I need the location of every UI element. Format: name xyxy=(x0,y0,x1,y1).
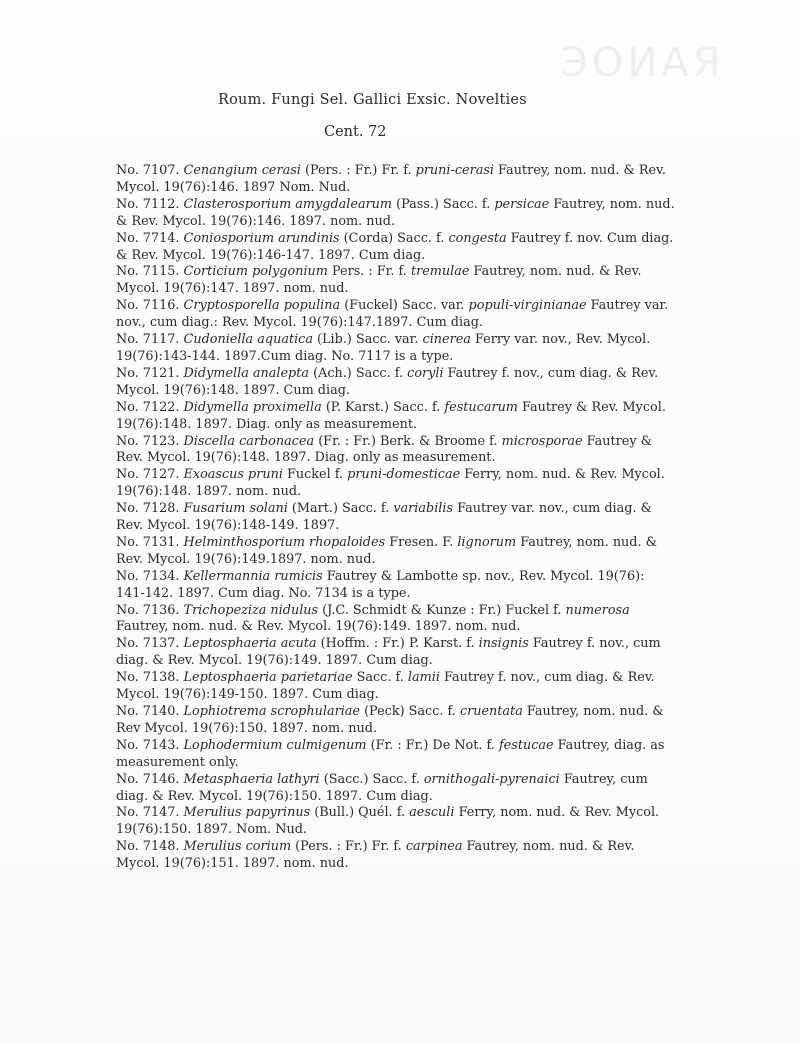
infraspecific-name: populi-virginianae xyxy=(468,298,587,314)
entry-number: No. 7140. xyxy=(116,704,180,719)
infraspecific-name: microsporae xyxy=(501,433,583,449)
entry-number: No. 7134. xyxy=(116,568,180,584)
taxon-name: Cryptosporella populina xyxy=(183,298,341,314)
authority-text: Sacc. f. xyxy=(352,670,408,686)
list-item xyxy=(116,772,676,806)
citation-text: Fautrey, nom. nud. & Rev. Mycol. 19(76):151. 1897. nom. nud. xyxy=(116,839,635,872)
taxon-name: Exoascus pruni xyxy=(183,467,283,483)
taxon-name: Metasphaeria lathyri xyxy=(183,771,320,787)
entry-number: No. 7131. xyxy=(116,534,180,550)
infraspecific-name: coryli xyxy=(407,365,444,381)
authority-text: (Hoffm. : Fr.) P. Karst. f. xyxy=(316,636,479,652)
taxon-name: Merulius corium xyxy=(183,839,292,855)
list-item xyxy=(116,569,676,603)
taxon-name: Lophiotrema scrophulariae xyxy=(183,704,360,719)
entry-number: No. 7136. xyxy=(116,602,180,618)
citation-text: Fautrey & Rev. Mycol. 19(76):148. 1897. Diag. only as measurement. xyxy=(116,399,666,432)
list-item xyxy=(116,264,676,298)
taxon-name: Coniosporium arundinis xyxy=(183,230,340,246)
list-item xyxy=(116,332,676,366)
list-item xyxy=(116,400,676,434)
entry-number: No. 7147. xyxy=(116,805,180,821)
citation-text: Fautrey var. nov., cum diag. & Rev. Mycol. 19(76):148-149. 1897. xyxy=(116,501,652,534)
taxon-name: Fusarium solani xyxy=(183,501,288,517)
authority-text: (Mart.) Sacc. f. xyxy=(287,501,394,517)
citation-text: Ferry, nom. nud. & Rev. Mycol. 19(76):150. 1897. Nom. Nud. xyxy=(116,805,660,838)
authority-text: (Pers. : Fr.) Fr. f. xyxy=(300,163,416,178)
authority-text: (Lib.) Sacc. var. xyxy=(312,332,423,348)
citation-text: Ferry var. nov., Rev. Mycol. 19(76):143-144. 1897.Cum diag. No. 7117 is a type. xyxy=(116,332,651,364)
entry-number: No. 7116. xyxy=(116,298,180,314)
infraspecific-name: ornithogali-pyrenaici xyxy=(423,771,560,787)
authority-text: Fuckel f. xyxy=(282,467,348,483)
citation-text: Fautrey, cum diag. & Rev. Mycol. 19(76):150. 1897. Cum diag. xyxy=(116,771,648,804)
infraspecific-name: festucae xyxy=(498,737,554,753)
citation-text: Fautrey f. nov., cum diag. & Rev. Mycol. 19(76):149. 1897. Cum diag. xyxy=(116,636,661,669)
infraspecific-name: aesculi xyxy=(409,805,455,821)
authority-text: (Pass.) Sacc. f. xyxy=(392,196,495,212)
entry-number: No. 7123. xyxy=(116,433,180,449)
infraspecific-name: pruni-cerasi xyxy=(415,163,494,178)
infraspecific-name: insignis xyxy=(478,636,529,652)
entry-number: No. 7115. xyxy=(116,264,180,280)
taxon-name: Kellermannia rumicis xyxy=(183,568,323,584)
citation-text: Fautrey, diag. as measurement only. xyxy=(116,737,665,770)
citation-text: Fautrey, nom. nud. & Rev Mycol. 19(76):150. 1897. nom. nud. xyxy=(116,704,664,736)
entry-number: No. 7117. xyxy=(116,332,180,348)
taxon-name: Discella carbonacea xyxy=(183,433,315,449)
list-item xyxy=(116,163,676,197)
taxon-name: Didymella analepta xyxy=(183,365,310,381)
entry-number: No. 7127. xyxy=(116,467,180,483)
authority-text: (Fr. : Fr.) De Not. f. xyxy=(366,737,499,753)
list-item xyxy=(116,366,676,400)
citation-text: Ferry, nom. nud. & Rev. Mycol. 19(76):148. 1897. nom. nud. xyxy=(116,467,665,500)
authority-text: (Ach.) Sacc. f. xyxy=(309,365,408,381)
authority-text: (Fr. : Fr.) Berk. & Broome f. xyxy=(314,433,502,449)
list-item xyxy=(116,434,676,468)
entry-number: No. 7143. xyxy=(116,737,180,753)
infraspecific-name: carpinea xyxy=(405,839,463,855)
list-item xyxy=(116,704,676,738)
list-item xyxy=(116,197,676,231)
infraspecific-name: numerosa xyxy=(565,602,630,618)
citation-text: Fautrey, nom. nud. & Rev. Mycol. 19(76):147. 1897. nom. nud. xyxy=(116,264,642,297)
list-item xyxy=(116,298,676,332)
taxon-name: Cudoniella aquatica xyxy=(183,332,313,348)
taxon-name: Corticium polygonium xyxy=(183,264,328,280)
authority-text: Fresen. F. xyxy=(385,534,458,550)
authority-text: (J.C. Schmidt & Kunze : Fr.) Fuckel f. xyxy=(318,602,566,618)
infraspecific-name: cruentata xyxy=(459,704,523,719)
authority-text: (Bull.) Quél. f. xyxy=(310,805,410,821)
authority-text: (Sacc.) Sacc. f. xyxy=(319,771,424,787)
list-item xyxy=(116,231,676,265)
entry-number: No. 7137. xyxy=(116,636,180,652)
infraspecific-name: lignorum xyxy=(457,534,517,550)
citation-text: Fautrey f. nov. Cum diag. & Rev. Mycol. 19(76):146-147. 1897. Cum diag. xyxy=(116,230,674,263)
authority-text: (Corda) Sacc. f. xyxy=(339,230,449,246)
taxon-name: Helminthosporium rhopaloides xyxy=(183,534,386,550)
infraspecific-name: variabilis xyxy=(393,501,454,517)
list-item xyxy=(116,603,676,637)
infraspecific-name: congesta xyxy=(448,230,507,246)
infraspecific-name: persicae xyxy=(494,196,550,212)
taxon-name: Trichopeziza nidulus xyxy=(183,602,319,618)
entry-number: No. 7146. xyxy=(116,771,180,787)
century-label: Cent. 72 xyxy=(324,124,387,140)
authority-text: Fautrey & Lambotte sp. nov., Rev. Mycol. 19(76): 141-142. 1897. Cum diag. No. 7134 is a type. xyxy=(116,568,645,601)
entry-number: No. 7121. xyxy=(116,365,180,381)
list-item xyxy=(116,636,676,670)
citation-text: Fautrey f. nov., cum diag. & Rev. Mycol. 19(76):148. 1897. Cum diag. xyxy=(116,365,659,398)
citation-text: Fautrey f. nov., cum diag. & Rev. Mycol. 19(76):149-150. 1897. Cum diag. xyxy=(116,670,655,703)
entry-number: No. 7138. xyxy=(116,670,180,686)
entry-number: No. 7112. xyxy=(116,196,180,212)
citation-text: Fautrey, nom. nud. & Rev. Mycol. 19(76):149.1897. nom. nud. xyxy=(116,534,658,567)
taxon-name: Clasterosporium amygdalearum xyxy=(183,196,393,212)
entry-number: No. 7148. xyxy=(116,839,180,855)
authority-text: (Pers. : Fr.) Fr. f. xyxy=(291,839,406,855)
list-item xyxy=(116,839,676,873)
taxon-name: Merulius papyrinus xyxy=(183,805,311,821)
entry-number: No. 7107. xyxy=(116,163,180,178)
infraspecific-name: cinerea xyxy=(422,332,471,348)
show-through-watermark: ЭOИAЯ xyxy=(560,40,725,86)
novelty-list xyxy=(116,163,676,873)
infraspecific-name: lamii xyxy=(407,670,440,686)
authority-text: (Peck) Sacc. f. xyxy=(360,704,460,719)
citation-text: Fautrey, nom. nud. & Rev. Mycol. 19(76):149. 1897. nom. nud. xyxy=(116,619,521,635)
taxon-name: Leptosphaeria parietariae xyxy=(183,670,353,686)
authority-text: (Fuckel) Sacc. var. xyxy=(340,298,469,314)
list-item xyxy=(116,670,676,704)
taxon-name: Lophodermium culmigenum xyxy=(183,737,367,753)
citation-text: Fautrey & Rev. Mycol. 19(76):148. 1897. Diag. only as measurement. xyxy=(116,433,653,466)
infraspecific-name: festucarum xyxy=(444,399,518,415)
infraspecific-name: pruni-domesticae xyxy=(347,467,461,483)
authority-text: Pers. : Fr. f. xyxy=(327,264,411,280)
taxon-name: Leptosphaeria acuta xyxy=(183,636,317,652)
taxon-name: Didymella proximella xyxy=(183,399,322,415)
list-item xyxy=(116,467,676,501)
document-title: Roum. Fungi Sel. Gallici Exsic. Novelties xyxy=(218,92,527,108)
list-item xyxy=(116,805,676,839)
authority-text: (P. Karst.) Sacc. f. xyxy=(321,399,445,415)
list-item xyxy=(116,501,676,535)
citation-text: Fautrey var. nov., cum diag.: Rev. Mycol. 19(76):147.1897. Cum diag. xyxy=(116,298,669,331)
citation-text: Fautrey, nom. nud. & Rev. Mycol. 19(76):146. 1897 Nom. Nud. xyxy=(116,163,666,195)
list-item xyxy=(116,535,676,569)
citation-text: Fautrey, nom. nud. & Rev. Mycol. 19(76):146. 1897. nom. nud. xyxy=(116,196,675,229)
entry-number: No. 7714. xyxy=(116,230,180,246)
entry-number: No. 7128. xyxy=(116,501,180,517)
taxon-name: Cenangium cerasi xyxy=(183,163,301,178)
infraspecific-name: tremulae xyxy=(410,264,470,280)
list-item xyxy=(116,738,676,772)
entry-number: No. 7122. xyxy=(116,399,180,415)
